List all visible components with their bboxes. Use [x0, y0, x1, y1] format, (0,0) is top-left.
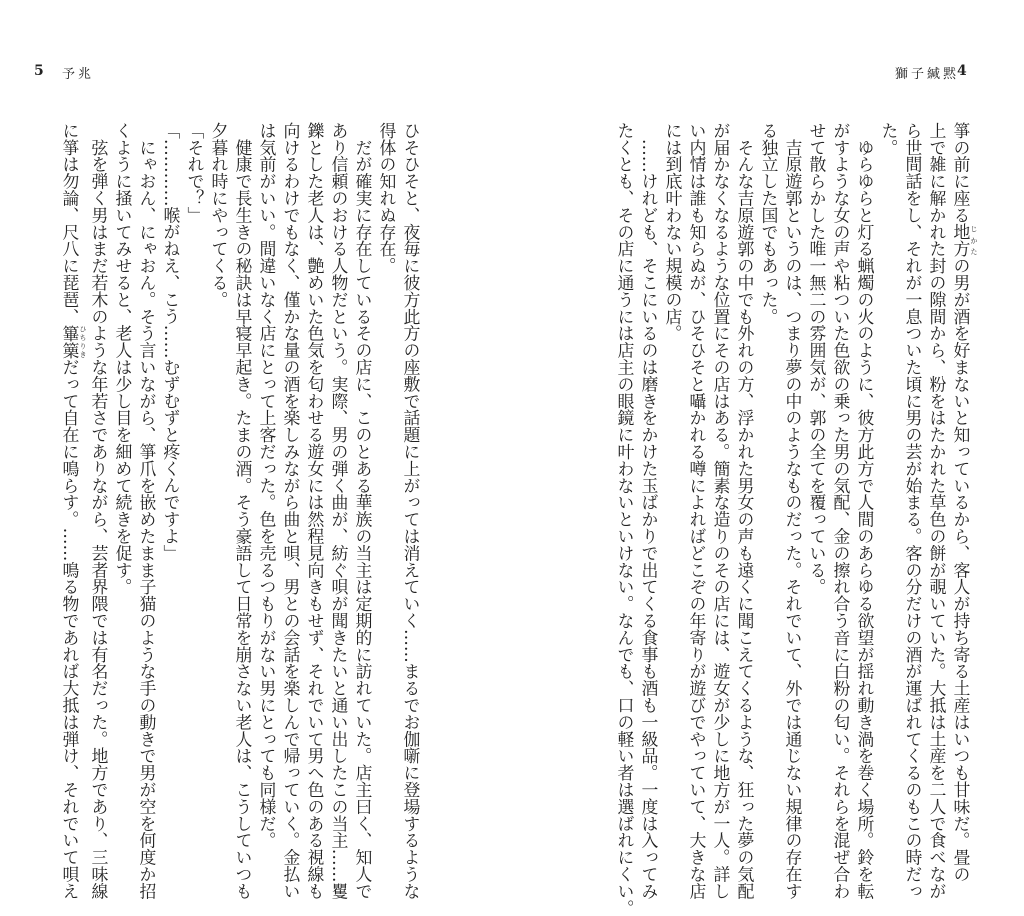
text-line: 得体の知れぬ存在。: [377, 122, 397, 275]
text-line: 向けるわけでもなく、僅かな量の酒を楽しみながら曲と唄、男との会話を楽しんで帰っていく。金払い: [281, 122, 301, 900]
text-line: あり信頼のおける人物だという。実際、男の弾く曲が、紡ぐ唄が聞きたいと通い出したこの当主……矍: [329, 122, 349, 900]
ruby-reading: じかた: [970, 223, 978, 258]
text-line: 上で雑に解かれた封の隙間から、粉をはたかれた草色の餅が覗いていた。大抵は土産を二人で食べなが: [927, 122, 947, 900]
text-line: が届かなくなるような位置にその店はある。簡素な造りのその店には、遊女が少しに地方が一人。詳し: [711, 122, 731, 900]
text-line: ら世間話をし、それが一息ついた頃に男の芸が始まる。客の分だけの酒が運ばれてくるのもこの時だっ: [903, 122, 923, 900]
text-line: 鑠とした老人は、艶めいた色気を匂わせる遊女には然程見向きもせず、それでいて男へ色のある視線も: [305, 122, 325, 900]
page-number-left: 5: [34, 63, 44, 79]
text-line: にゃおん、にゃおん。そう言いながら、箏爪を嵌めたまま子猫のような手の動きで男が空を何度か招: [137, 122, 157, 900]
text-line: くように掻いてみせると、老人は少し目を細めて続きを促す。: [113, 122, 133, 596]
text-line: 健康で長生きの秘訣は早寝早起き。たまの酒。そう豪語して日常を崩さない老人は、こうしていつも: [233, 122, 253, 900]
ruby-word: 篳篥 ひちりき: [60, 324, 87, 359]
text-line: ゆらゆらと灯る蝋燭の火のように、彼方此方で人間のあらゆる欲望が揺れ動き渦を巻く場所。鈴を転: [855, 122, 875, 900]
text-line: せて散らかした唯一無二の雰囲気が、郭の全てを覆っている。: [807, 122, 827, 596]
text-line: には到底叶わない規模の店。: [663, 122, 683, 342]
text-line: 「それで？」: [185, 122, 205, 224]
text-line: い内情は誰も知らぬが、ひそひそと囁かれる噂によればどこぞの年寄りが遊びでやっていて、大きな店: [687, 122, 707, 900]
text-line: に箏は勿論、尺八に琵琶、篳篥 ひちりきだって自在に鳴らす。……鳴る物であれば大抵は弾け、それでいて唄え: [60, 122, 87, 900]
text-line: 「…………喉がねえ、こう……むずむずと疼くんですよ」: [161, 122, 181, 562]
text-line: る独立した国でもあった。: [759, 122, 779, 325]
text-line: ひそひそと、夜毎に彼方此方の座敷で話題に上がっては消えていく……まるでお伽噺に登場するような: [401, 122, 421, 900]
text-line: 吉原遊郭というのは、つまり夢の中のようなものだった。それでいて、外では通じない規律の存在す: [783, 122, 803, 900]
running-title-left: 予兆: [62, 67, 95, 82]
text-line: がすような女の声や粘ついた色欲の乗った男の気配、金の擦れ合う音に白粉の匂い。それらを混ぜ合わ: [831, 122, 851, 900]
text-line: は気前がいい。間違いなく店にとって上客だった。色を売るつもりがない男にとっても同様だ。: [257, 122, 277, 849]
text-line: 弦を弾く男はまだ若木のような年若さでありながら、芸者界隈では有名だった。地方であり、三味線: [89, 122, 109, 900]
text-line: た。: [879, 122, 899, 156]
text-line: だが確実に存在しているその店に、このとある華族の当主は定期的に訪れていた。店主曰く、知人で: [353, 122, 373, 900]
text-line: ……けれども、そこにいるのは磨きをかけた玉ばかりで出てくる食事も酒も一級品。一度は入ってみ: [639, 122, 659, 900]
text-line: たくとも、その店に通うには店主の眼鏡に叶わないといけない。なんでも、口の軽い者は選ばれにくい。: [615, 122, 635, 916]
text-line: 箏の前に座る地方 じかたの男が酒を好まないと知っているから、客人が持ち寄る土産はいつも甘味だ。畳の: [951, 122, 978, 883]
right-page-body: [592, 122, 978, 916]
running-title-right: 獅子緘黙: [895, 67, 960, 82]
text-line: そんな吉原遊郭の中でも外れの方、浮かれた男女の声も遠くに聞こえてくるような、狂った夢の気配: [735, 122, 755, 900]
text-line: 夕暮れ時にやってくる。: [209, 122, 229, 308]
left-page-body: [37, 122, 423, 900]
ruby-word: 地方 じかた: [951, 223, 978, 258]
ruby-reading: ひちりき: [79, 324, 87, 359]
page-number-right: 4: [957, 63, 967, 79]
